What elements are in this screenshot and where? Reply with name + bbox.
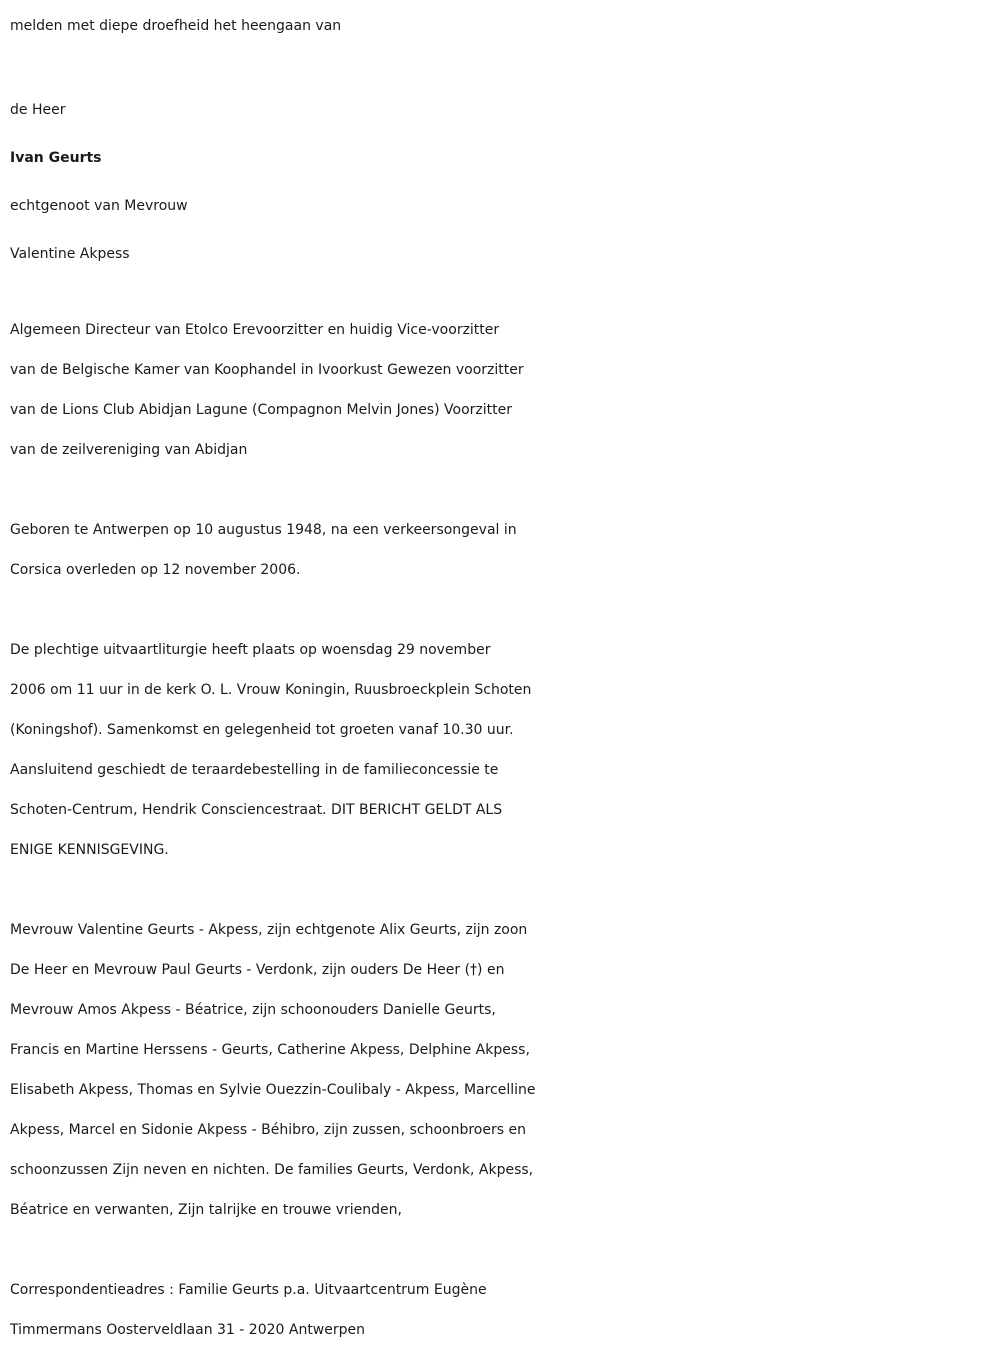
paragraph-line: Correspondentieadres : Familie Geurts p.a. Uitvaartcentrum Eugène	[10, 1282, 487, 1298]
spouse-intro: echtgenoot van Mevrouw	[10, 198, 188, 214]
spacer	[10, 470, 995, 510]
paragraph-line: Algemeen Directeur van Etolco Erevoorzitter en huidig Vice-voorzitter	[10, 322, 500, 338]
paragraph-line: Mevrouw Amos Akpess - Béatrice, zijn schoonouders Danielle Geurts,	[10, 1002, 496, 1018]
paragraph-line: Béatrice en verwanten, Zijn talrijke en trouwe vrienden,	[10, 1202, 402, 1218]
paragraph-line: Elisabeth Akpess, Thomas en Sylvie Ouezzin-Coulibaly - Akpess, Marcelline	[10, 1082, 536, 1098]
paragraph-line: Geboren te Antwerpen op 10 augustus 1948, na een verkeersongeval in	[10, 522, 517, 538]
paragraph-line: (Koningshof). Samenkomst en gelegenheid tot groeten vanaf 10.30 uur.	[10, 722, 514, 738]
ceremony-paragraph	[10, 630, 995, 870]
paragraph-line: van de Lions Club Abidjan Lagune (Compagnon Melvin Jones) Voorzitter	[10, 402, 512, 418]
spacer	[10, 870, 995, 910]
paragraph-line: De Heer en Mevrouw Paul Geurts - Verdonk, zijn ouders De Heer (†) en	[10, 962, 505, 978]
paragraph-line: Corsica overleden op 12 november 2006.	[10, 562, 301, 578]
family-paragraph	[10, 910, 995, 1230]
paragraph-line: schoonzussen Zijn neven en nichten. De families Geurts, Verdonk, Akpess,	[10, 1162, 534, 1178]
spacer	[10, 278, 995, 310]
career-paragraph	[10, 310, 995, 470]
paragraph-line: 2006 om 11 uur in de kerk O. L. Vrouw Koningin, Ruusbroeckplein Schoten	[10, 682, 532, 698]
paragraph-line: Timmermans Oosterveldlaan 31 - 2020 Antwerpen	[10, 1322, 366, 1338]
spacer	[10, 1230, 995, 1270]
paragraph-line: van de zeilvereniging van Abidjan	[10, 442, 248, 458]
deceased-name: Ivan Geurts	[10, 150, 102, 166]
spacer	[10, 46, 995, 86]
paragraph-line: Mevrouw Valentine Geurts - Akpess, zijn echtgenote Alix Geurts, zijn zoon	[10, 922, 528, 938]
deceased-title: de Heer	[10, 102, 66, 118]
spacer	[10, 590, 995, 630]
correspondence-paragraph	[10, 1270, 995, 1350]
paragraph-line: Francis en Martine Herssens - Geurts, Catherine Akpess, Delphine Akpess,	[10, 1042, 530, 1058]
paragraph-line: Schoten-Centrum, Hendrik Consciencestraat. DIT BERICHT GELDT ALS	[10, 802, 503, 818]
paragraph-line: Aansluitend geschiedt de teraardebestelling in de familieconcessie te	[10, 762, 499, 778]
birth-death-paragraph	[10, 510, 995, 590]
paragraph-line: Akpess, Marcel en Sidonie Akpess - Béhibro, zijn zussen, schoonbroers en	[10, 1122, 526, 1138]
paragraph-line: De plechtige uitvaartliturgie heeft plaats op woensdag 29 november	[10, 642, 491, 658]
paragraph-line: ENIGE KENNISGEVING.	[10, 842, 169, 858]
obituary-document	[10, 6, 995, 1350]
paragraph-line: van de Belgische Kamer van Koophandel in Ivoorkust Gewezen voorzitter	[10, 362, 524, 378]
announcement-text: melden met diepe droefheid het heengaan van	[10, 18, 342, 34]
spouse-name: Valentine Akpess	[10, 246, 130, 262]
